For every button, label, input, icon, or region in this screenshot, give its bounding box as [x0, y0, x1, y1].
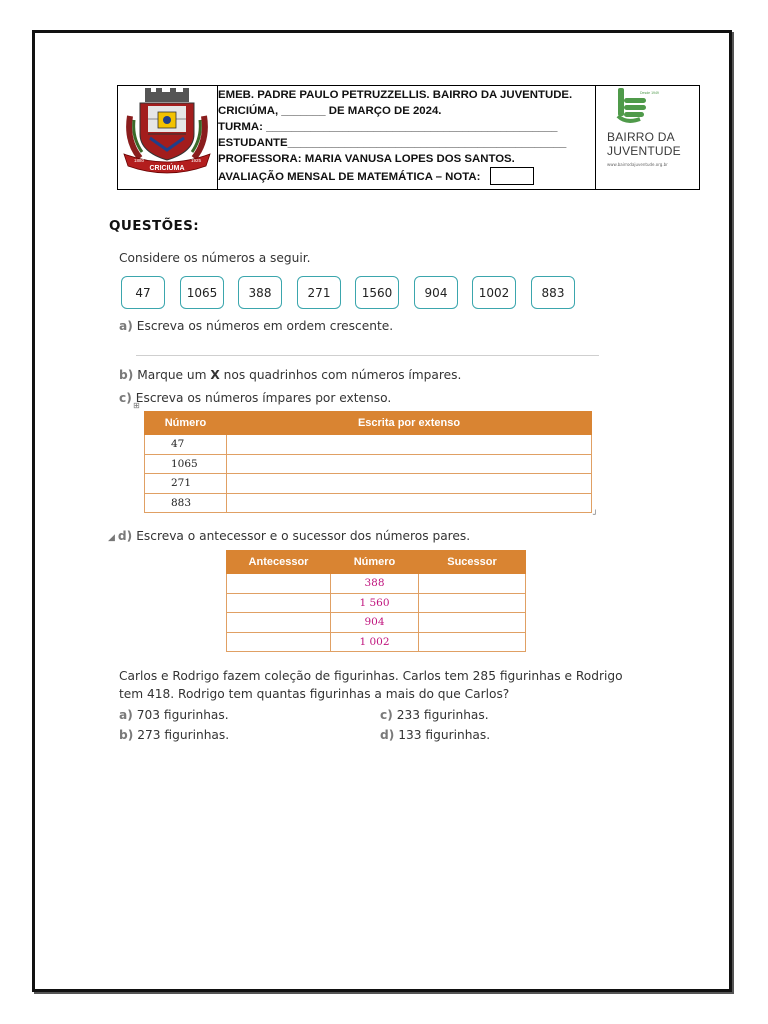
bairro-juventude-logo-icon — [596, 86, 699, 130]
answer-cell[interactable] — [227, 574, 331, 594]
crest-ribbon-text: CRICIÚMA — [149, 165, 185, 172]
table-header: Escrita por extenso — [227, 412, 592, 435]
answer-cell[interactable] — [419, 574, 526, 594]
q1-item-b: b) Marque um X nos quadrinhos com números ímpares. — [119, 368, 462, 382]
number-box[interactable]: 1065 — [180, 276, 224, 309]
answer-cell[interactable] — [419, 632, 526, 652]
nota-box[interactable] — [490, 167, 534, 185]
q2-text-line1: Carlos e Rodrigo fazem coleção de figurinhas. Carlos tem 285 figurinhas e Rodrigo — [119, 669, 623, 683]
turma-line: TURMA: ______________________________________________ — [218, 121, 558, 133]
answer-cell[interactable] — [419, 593, 526, 613]
answer-cell[interactable] — [227, 632, 331, 652]
answer-cell[interactable] — [227, 435, 592, 455]
answer-cell[interactable] — [227, 454, 592, 474]
avaliacao-line — [218, 167, 595, 185]
brand-name: BAIRRO DA JUVENTUDE — [607, 130, 681, 158]
table-antecessor-sucessor — [226, 550, 526, 652]
number-box[interactable]: 883 — [531, 276, 575, 309]
answer-cell[interactable] — [227, 474, 592, 494]
q1-item-a: a) Escreva os números em ordem crescente. — [119, 319, 394, 333]
answer-cell[interactable] — [227, 493, 592, 513]
bairro-juventude-logo-cell — [596, 86, 699, 189]
brand-site: www.bairrodajuventude.org.br — [607, 162, 668, 167]
table-row: 1065 — [145, 454, 592, 474]
table-row: 388 — [227, 574, 526, 594]
table-move-handle-icon[interactable]: ⊞ — [133, 401, 140, 410]
avaliacao-label: AVALIAÇÃO MENSAL DE MATEMÁTICA – NOTA: — [218, 171, 481, 183]
number-box[interactable]: 1002 — [472, 276, 516, 309]
q2-option-a[interactable]: a) 703 figurinhas. — [119, 708, 229, 722]
crest-year-right: 1925 — [191, 158, 202, 163]
answer-cell[interactable] — [419, 613, 526, 633]
table-row: 883 — [145, 493, 592, 513]
q1-intro: Considere os números a seguir. — [119, 251, 311, 265]
answer-cell[interactable] — [227, 613, 331, 633]
table-row: 47 — [145, 435, 592, 455]
section-title: QUESTÕES: — [109, 218, 200, 234]
table-resize-handle-icon[interactable]: ┘ — [593, 510, 598, 519]
table-row: 904 — [227, 613, 526, 633]
q2-option-c[interactable]: c) 233 figurinhas. — [380, 708, 489, 722]
table-header: Número — [331, 551, 419, 574]
answer-cell[interactable] — [227, 593, 331, 613]
collapse-arrow-icon[interactable]: ◢ — [108, 533, 115, 543]
number-box[interactable]: 388 — [238, 276, 282, 309]
number-box[interactable]: 47 — [121, 276, 165, 309]
brand-since: Desde 1949 — [640, 91, 659, 95]
number-box[interactable]: 271 — [297, 276, 341, 309]
header-info — [218, 86, 596, 189]
answer-line[interactable] — [136, 355, 599, 356]
table-header: Sucessor — [419, 551, 526, 574]
q2-option-d[interactable]: d) 133 figurinhas. — [380, 728, 491, 742]
q1-item-c: c) Escreva os números ímpares por extenso. — [119, 391, 392, 405]
table-row: 1 002 — [227, 632, 526, 652]
table-row: 271 — [145, 474, 592, 494]
number-box[interactable]: 904 — [414, 276, 458, 309]
criciuma-crest-cell — [118, 86, 218, 189]
q1-item-d: ◢ d) Escreva o antecessor e o sucessor dos números pares. — [108, 529, 471, 543]
table-header: Número — [145, 412, 227, 435]
q2-option-b[interactable]: b) 273 figurinhas. — [119, 728, 230, 742]
crest-year-left: 1880 — [134, 158, 145, 163]
q2-text-line2: tem 418. Rodrigo tem quantas figurinhas a mais do que Carlos? — [119, 687, 510, 701]
header-table — [117, 85, 700, 190]
table-row: 1 560 — [227, 593, 526, 613]
school-name: EMEB. PADRE PAULO PETRUZZELLIS. BAIRRO DA JUVENTUDE. — [218, 89, 573, 101]
table-header: Antecessor — [227, 551, 331, 574]
professora-line: PROFESSORA: MARIA VANUSA LOPES DOS SANTOS. — [218, 153, 515, 165]
criciuma-crest-logo — [118, 86, 217, 189]
estudante-line: ESTUDANTE____________________________________________ — [218, 137, 567, 149]
date-line: CRICIÚMA, _______ DE MARÇO DE 2024. — [218, 105, 442, 117]
table-extenso — [144, 411, 592, 513]
number-box[interactable]: 1560 — [355, 276, 399, 309]
